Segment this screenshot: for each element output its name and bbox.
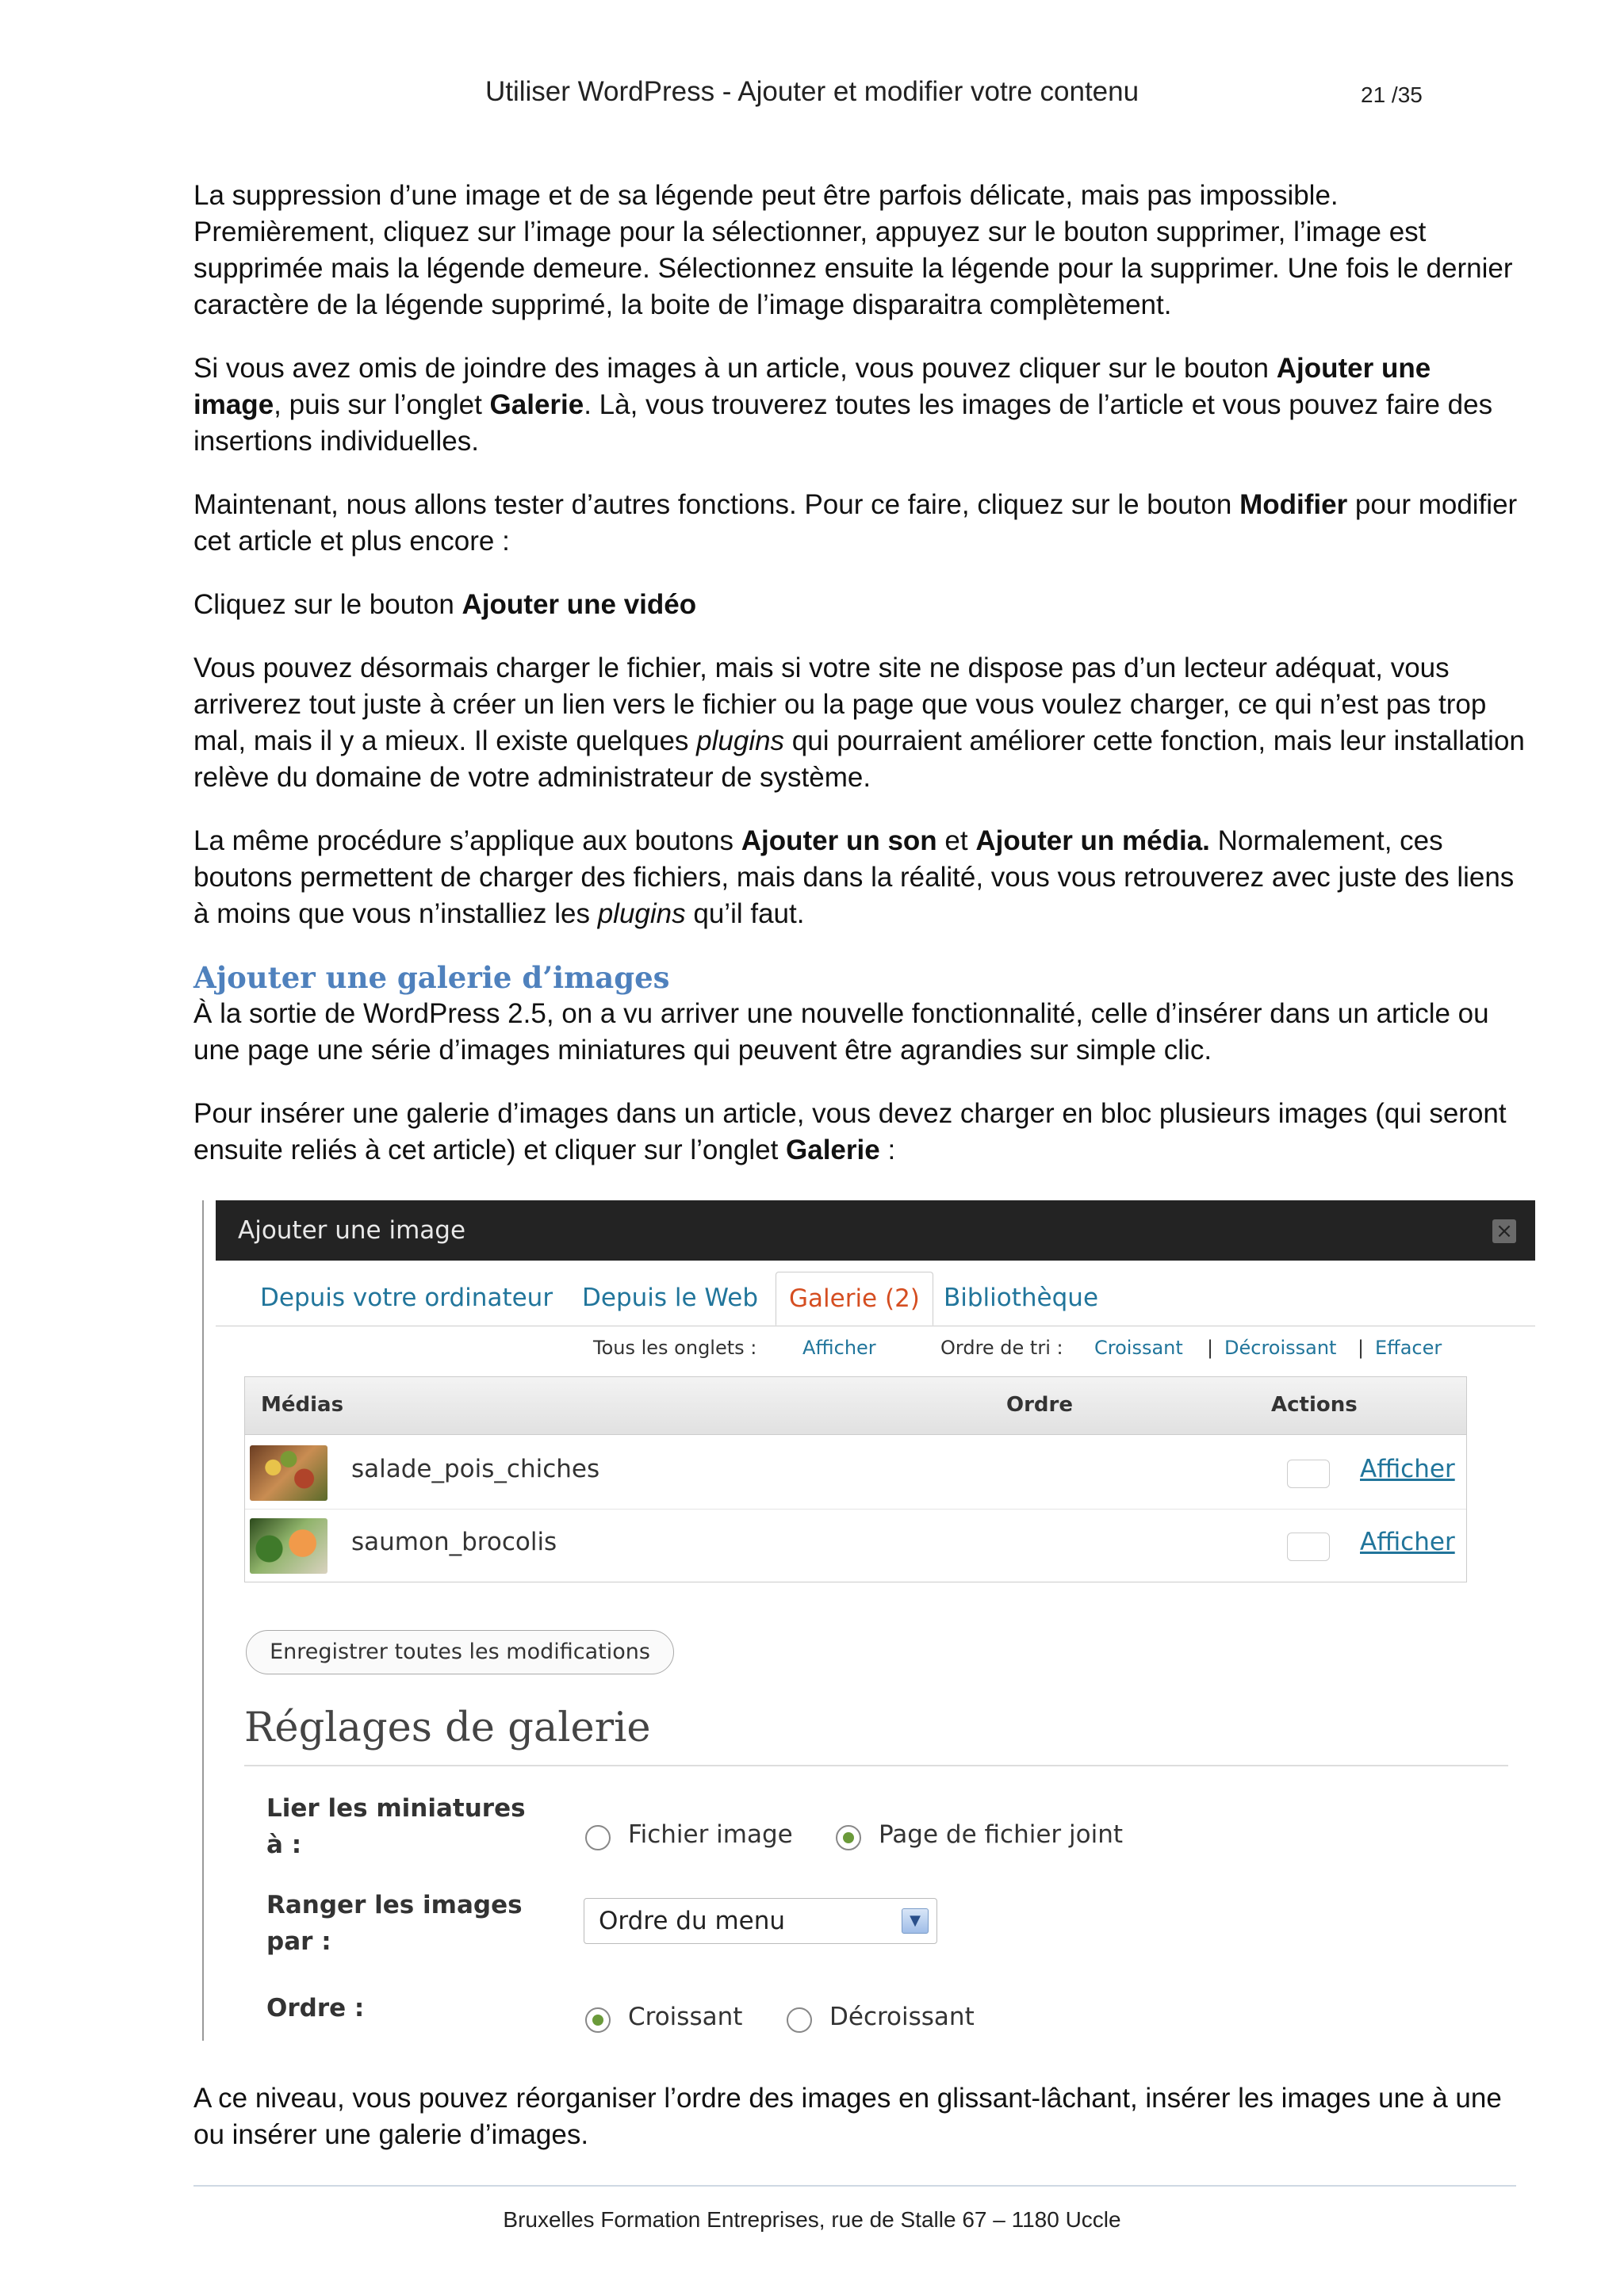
thumbnail-image [250, 1445, 327, 1501]
gallery-settings-title: Réglages de galerie [244, 1705, 651, 1751]
sort-descending-link[interactable]: Décroissant [1224, 1337, 1337, 1359]
paragraph-4: Cliquez sur le bouton Ajouter une vidéo [193, 589, 697, 620]
all-tabs-label: Tous les onglets : [593, 1337, 757, 1359]
running-header: Utiliser WordPress - Ajouter et modifier votre contenu [485, 76, 1139, 107]
paragraph-7: À la sortie de WordPress 2.5, on a vu arriver une nouvelle fonctionnalité, celle d’insérer dans un article ou une page une série d’images miniatures qui peuvent être agrandies sur simple clic. [193, 998, 1489, 1066]
sort-bar [216, 1337, 1535, 1368]
link-thumbnails-label: Lier les miniatures à : [266, 1794, 526, 1859]
paragraph-9: A ce niveau, vous pouvez réorganiser l’ordre des images en glissant-lâchant, insérer les images une à une ou insérer une galerie d’images. [193, 2083, 1502, 2150]
radio-attachment-page-label: Page de fichier joint [879, 1820, 1124, 1849]
page-number: 21 /35 [1361, 82, 1423, 107]
body-text-bottom [193, 2080, 1526, 2180]
paragraph-2: Si vous avez omis de joindre des images à un article, vous pouvez cliquer sur le bouton Ajouter une image, puis sur l’onglet Galerie. Là, vous trouverez toutes les images de l’article et vous pouvez faire des insertions individuelles. [193, 353, 1493, 457]
radio-descending-label: Décroissant [829, 2003, 975, 2031]
sort-label: Ordre de tri : [940, 1337, 1063, 1359]
order-input[interactable] [1287, 1533, 1330, 1561]
tab-from-web[interactable]: Depuis le Web [582, 1284, 759, 1312]
dialog-titlebar [216, 1200, 1535, 1261]
tab-from-computer[interactable]: Depuis votre ordinateur [260, 1284, 553, 1312]
save-all-button[interactable]: Enregistrer toutes les modifications [246, 1630, 674, 1674]
radio-ascending[interactable] [585, 2007, 611, 2033]
table-row[interactable] [245, 1436, 1466, 1510]
sort-ascending-link[interactable]: Croissant [1094, 1337, 1183, 1359]
order-by-label: Ranger les images par : [266, 1891, 523, 1956]
thumbnail-image [250, 1518, 327, 1574]
table-row[interactable] [245, 1509, 1466, 1582]
dialog-tabs [216, 1261, 1535, 1326]
show-link[interactable]: Afficher [1360, 1455, 1455, 1483]
table-header [245, 1377, 1466, 1435]
show-link[interactable]: Afficher [1360, 1528, 1455, 1556]
paragraph-3: Maintenant, nous allons tester d’autres fonctions. Pour ce faire, cliquez sur le bouton Modifier pour modifier cet article et plus encore : [193, 489, 1518, 557]
all-tabs-show-link[interactable]: Afficher [802, 1337, 876, 1359]
close-icon[interactable]: × [1492, 1219, 1516, 1243]
order-by-select[interactable]: Ordre du menu ▼ [584, 1898, 937, 1944]
radio-image-file-label: Fichier image [628, 1820, 793, 1849]
column-actions: Actions [1271, 1393, 1358, 1417]
tab-gallery[interactable]: Galerie (2) [776, 1272, 933, 1326]
paragraph-5: Vous pouvez désormais charger le fichier, mais si votre site ne dispose pas d’un lecteur adéquat, vous arriverez tout juste à créer un lien vers le fichier ou la page que vous voulez charger, ce qui n’est pas trop mal, mais il y a mieux. Il existe quelques plugins qui pourraient améliorer cette fonction, mais leur installation relève du domaine de votre administrateur de système. [193, 652, 1525, 793]
paragraph-8: Pour insérer une galerie d’images dans un article, vous devez charger en bloc plusieurs images (qui seront ensuite reliés à cet article) et cliquer sur l’onglet Galerie : [193, 1098, 1507, 1165]
tab-library[interactable]: Bibliothèque [944, 1284, 1099, 1312]
body-text-top [193, 178, 1526, 1196]
media-name: saumon_brocolis [351, 1528, 557, 1556]
section-heading: Ajouter une galerie d’images [193, 960, 670, 995]
screenshot-border-left [202, 1200, 204, 2041]
sort-clear-link[interactable]: Effacer [1375, 1337, 1442, 1359]
radio-image-file[interactable] [585, 1825, 611, 1850]
settings-divider [244, 1765, 1508, 1766]
sort-separator: | [1358, 1337, 1365, 1359]
column-order: Ordre [1006, 1393, 1073, 1417]
sort-separator: | [1207, 1337, 1214, 1359]
radio-attachment-page[interactable] [836, 1825, 861, 1850]
dialog-title: Ajouter une image [238, 1216, 466, 1245]
paragraph-1: La suppression d’une image et de sa légende peut être parfois délicate, mais pas impossible. Premièrement, cliquez sur l’image pour la sélectionner, appuyez sur le bouton supprimer, l’image est supprimée mais la légende demeure. Sélectionnez ensuite la légende pour la supprimer. Une fois le dernier caractère de la légende supprimé, la boite de l’image disparaitra complètement. [193, 180, 1513, 320]
column-media: Médias [261, 1393, 344, 1417]
add-image-dialog [216, 1200, 1535, 2057]
media-table [244, 1376, 1467, 1582]
page-footer: Bruxelles Formation Entreprises, rue de Stalle 67 – 1180 Uccle [503, 2207, 1121, 2232]
chevron-down-icon[interactable]: ▼ [902, 1908, 929, 1934]
radio-descending[interactable] [787, 2007, 812, 2033]
media-name: salade_pois_chiches [351, 1455, 600, 1483]
footer-divider [193, 2185, 1516, 2187]
paragraph-6: La même procédure s’applique aux boutons Ajouter un son et Ajouter un média. Normalement, ces boutons permettent de charger des fichiers, mais dans la réalité, vous vous retrouverez avec juste des liens à moins que vous n’installiez les plugins qu’il faut. [193, 825, 1515, 929]
order-input[interactable] [1287, 1460, 1330, 1488]
radio-ascending-label: Croissant [628, 2003, 743, 2031]
order-label: Ordre : [266, 1994, 365, 2022]
